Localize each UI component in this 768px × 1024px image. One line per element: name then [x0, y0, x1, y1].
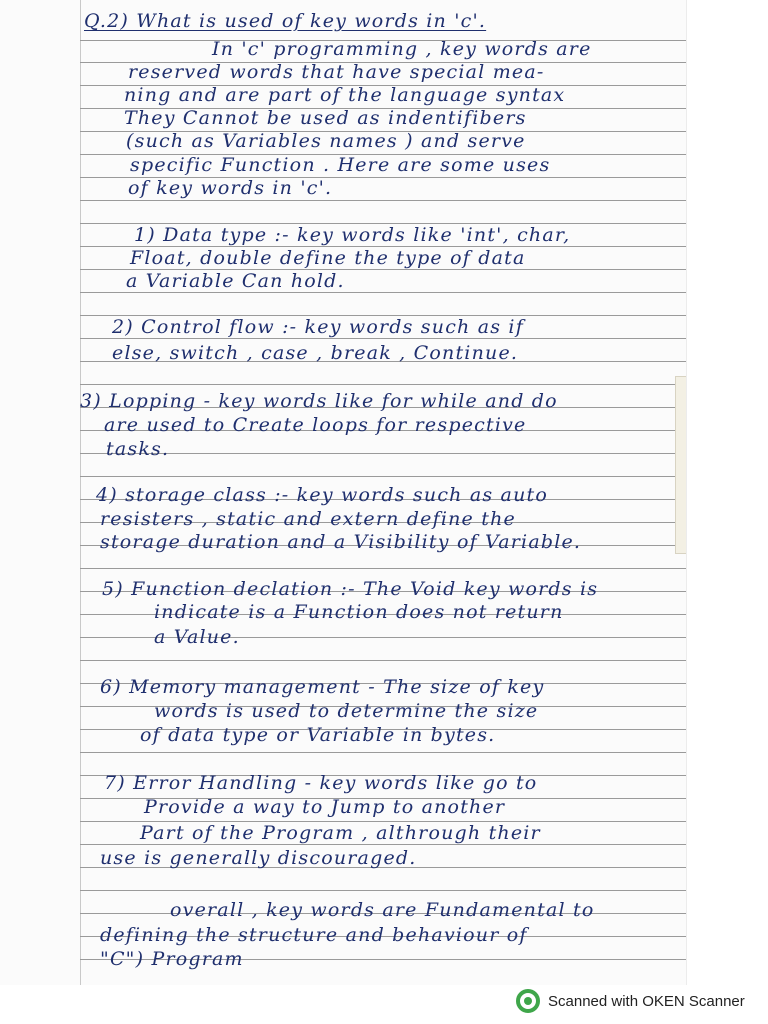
ruled-line [80, 568, 686, 569]
point-memory-management: 6) Memory management - The size of key [100, 676, 545, 698]
note-line: resisters , static and extern define the [100, 508, 516, 530]
note-line: use is generally discouraged. [100, 847, 417, 869]
note-line: else, switch , case , break , Continue. [112, 342, 519, 364]
note-line: They Cannot be used as indentifibers [124, 107, 527, 129]
point-storage-class: 4) storage class :- key words such as auto [96, 484, 548, 506]
note-line: words is used to determine the size [154, 700, 539, 722]
note-line: (such as Variables names ) and serve [126, 130, 526, 152]
ruled-line [80, 338, 686, 339]
note-line: "C") Program [100, 948, 244, 970]
note-line: storage duration and a Visibility of Variable. [100, 531, 582, 553]
scanner-watermark [516, 989, 745, 1013]
note-line: Part of the Program , althrough their [140, 822, 541, 844]
ruled-line [80, 660, 686, 661]
oken-logo-icon [516, 989, 540, 1013]
page-edge-tab [675, 376, 687, 554]
note-line: of key words in 'c'. [128, 177, 333, 199]
note-line: Provide a way to Jump to another [144, 796, 506, 818]
note-line: are used to Create loops for respective [104, 414, 527, 436]
ruled-line [80, 453, 686, 454]
ruled-line [80, 752, 686, 753]
ruled-line [80, 384, 686, 385]
note-line: In 'c' programming , key words are [212, 38, 592, 60]
point-function-declaration: 5) Function declation :- The Void key words is [102, 578, 599, 600]
point-control-flow: 2) Control flow :- key words such as if [112, 316, 524, 338]
ruled-line [80, 200, 686, 201]
note-line: reserved words that have special mea- [128, 61, 545, 83]
ruled-line [80, 890, 686, 891]
note-line: tasks. [106, 438, 170, 460]
note-line: specific Function . Here are some uses [130, 154, 551, 176]
note-line: Float, double define the type of data [130, 247, 526, 269]
note-line: a Variable Can hold. [126, 270, 345, 292]
point-error-handling: 7) Error Handling - key words like go to [104, 772, 538, 794]
scanner-watermark-text: Scanned with OKEN Scanner [548, 992, 745, 1010]
question-heading: Q.2) What is used of key words in 'c'. [84, 10, 487, 32]
margin-line [80, 0, 81, 985]
note-line: a Value. [154, 626, 240, 648]
point-data-type: 1) Data type :- key words like 'int', char, [134, 224, 571, 246]
ruled-line [80, 292, 686, 293]
conclusion-line: overall , key words are Fundamental to [170, 899, 595, 921]
point-looping: 3) Lopping - key words like for while and do [80, 390, 558, 412]
ruled-line [80, 844, 686, 845]
note-line: of data type or Variable in bytes. [140, 724, 496, 746]
note-line: ning and are part of the language syntax [124, 84, 566, 106]
note-line: defining the structure and behaviour of [100, 924, 528, 946]
note-line: indicate is a Function does not return [154, 601, 564, 623]
ruled-line [80, 476, 686, 477]
